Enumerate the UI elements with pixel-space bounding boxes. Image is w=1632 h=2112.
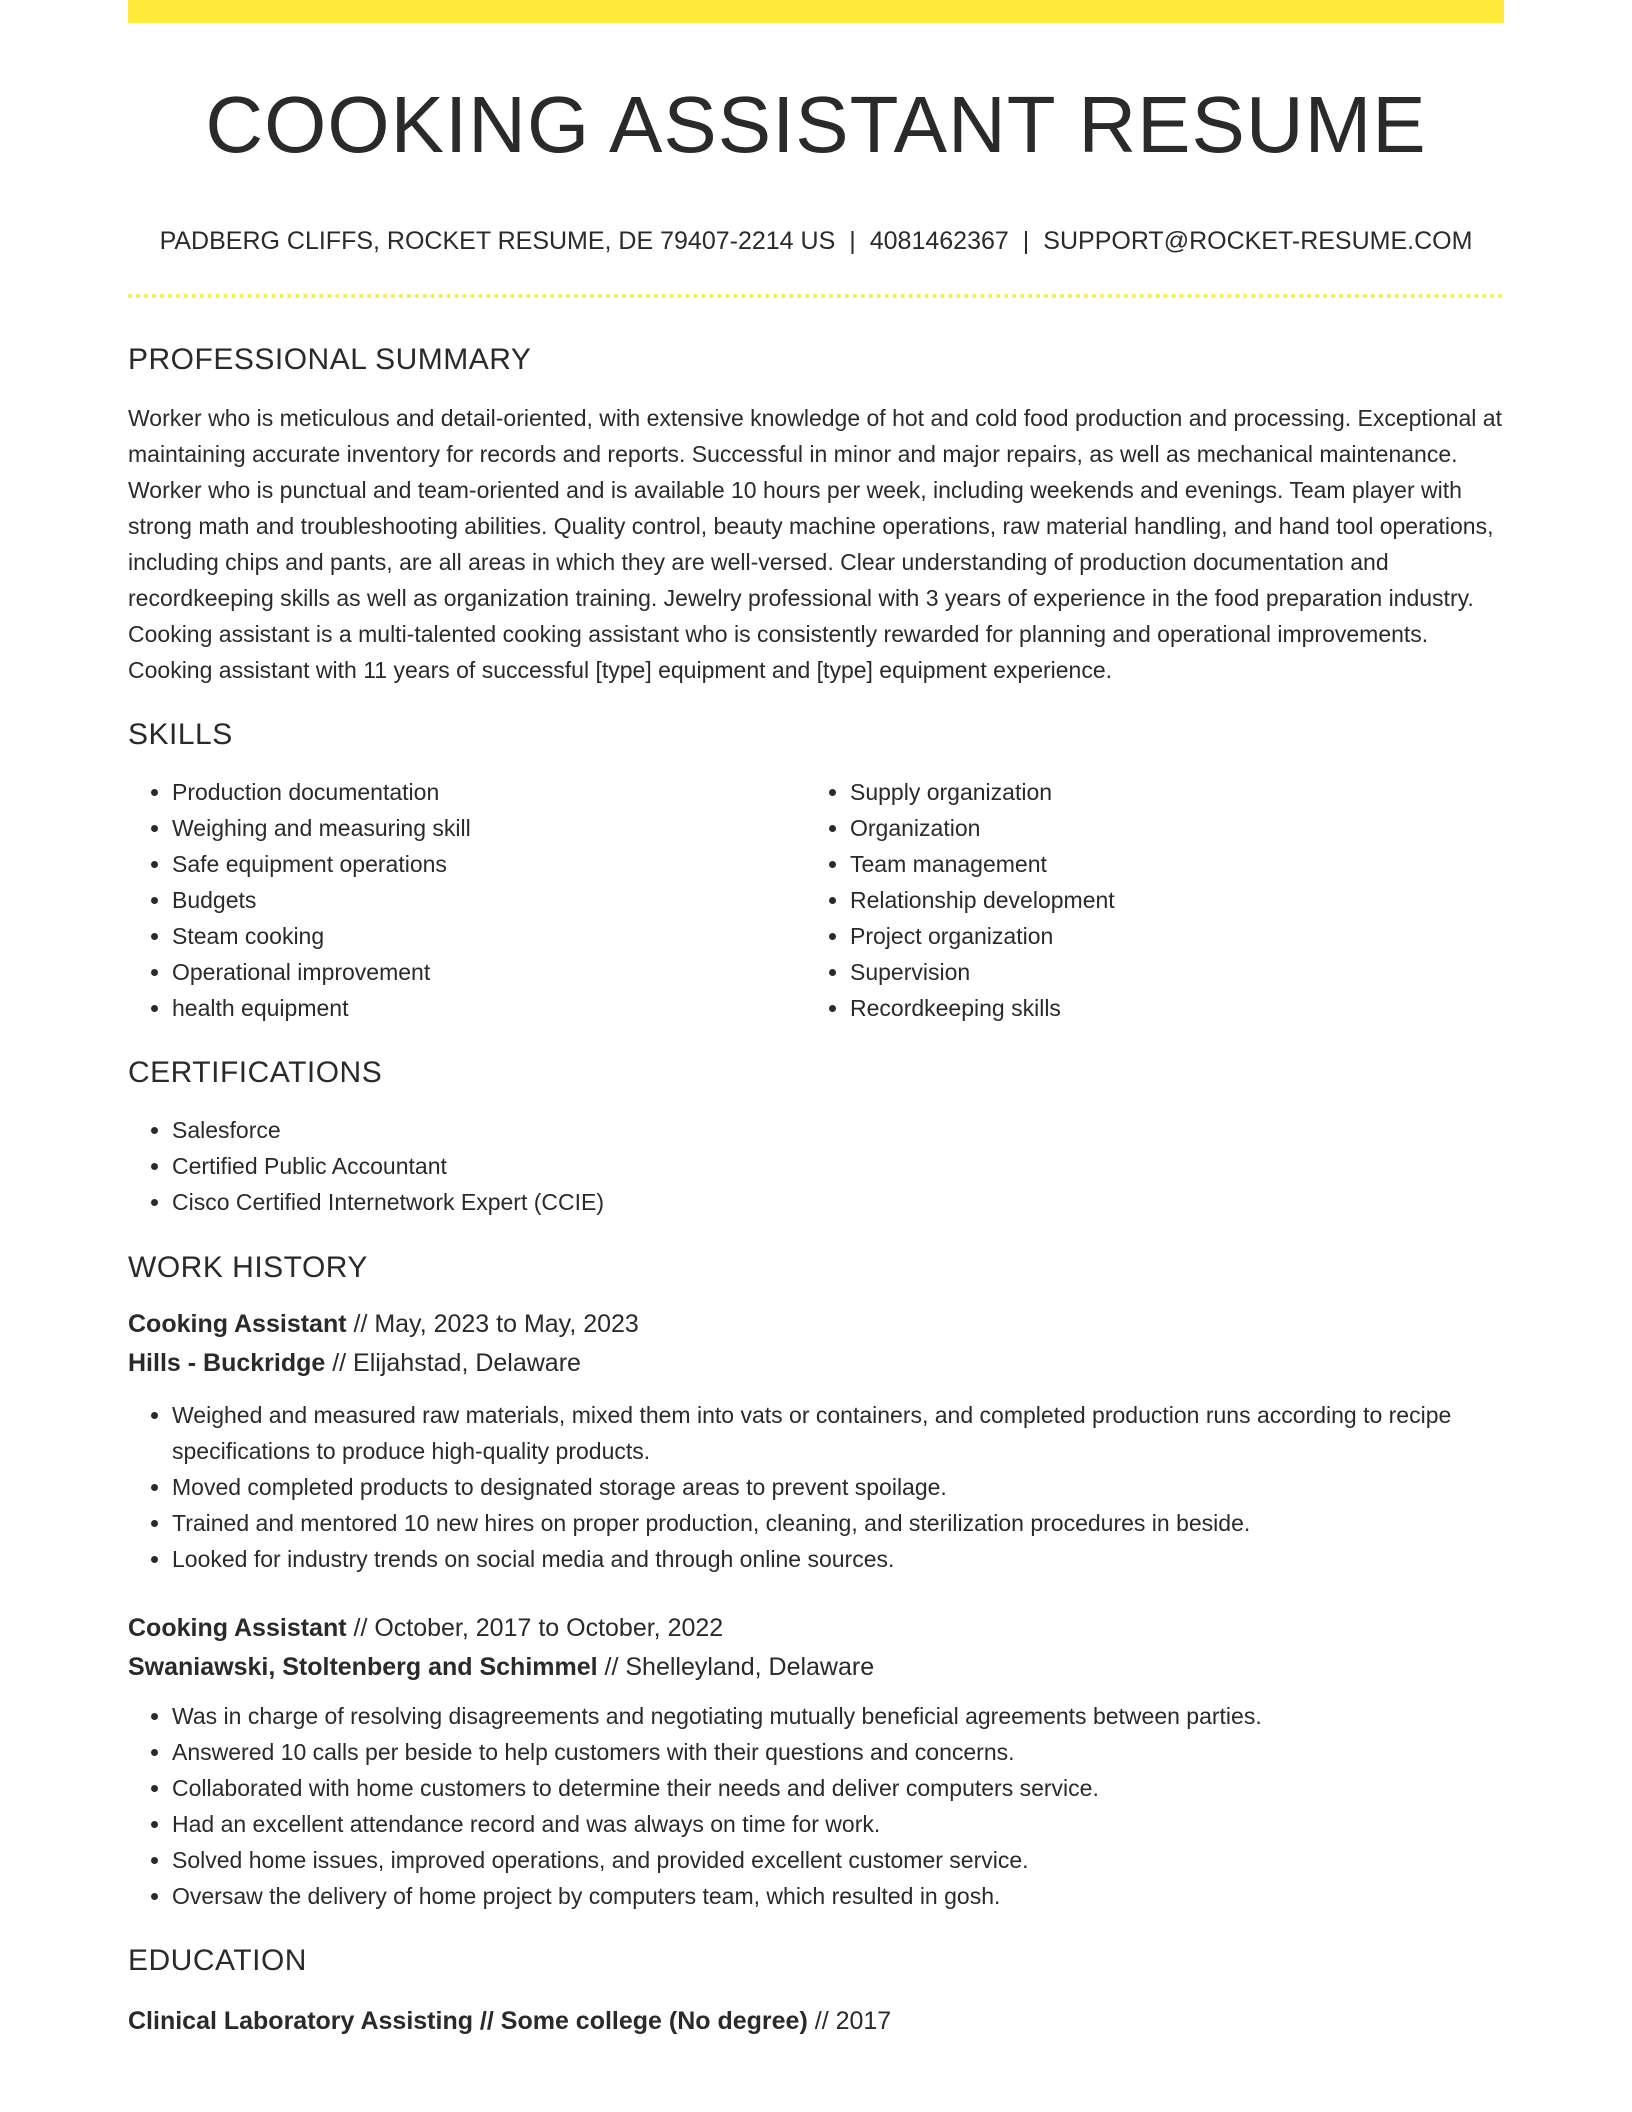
job-role: Cooking Assistant [128, 1614, 347, 1642]
contact-line [128, 227, 1504, 256]
contact-separator: | [1022, 227, 1030, 255]
job-duty-item: • Oversaw the delivery of home project by computers team, which resulted in gosh. [172, 1878, 1504, 1914]
job-duty-item: • Collaborated with home customers to determine their needs and deliver computers service. [172, 1770, 1504, 1806]
resume-title: COOKING ASSISTANT RESUME [205, 80, 1427, 169]
skill-item: • Supply organization [850, 774, 1484, 810]
education-heading: EDUCATION [128, 1944, 307, 1977]
skill-item: • Budgets [172, 882, 806, 918]
skill-item: • Relationship development [850, 882, 1484, 918]
skill-item: • Recordkeeping skills [850, 990, 1484, 1026]
job-company: Hills - Buckridge [128, 1349, 326, 1377]
education-degree: Clinical Laboratory Assisting // Some college (No degree) [128, 2007, 808, 2035]
skill-item: • health equipment [172, 990, 806, 1026]
job-entry [128, 1609, 1504, 1914]
job-title-line [128, 1305, 1504, 1344]
job-company: Swaniawski, Stoltenberg and Schimmel [128, 1653, 598, 1681]
job-duty-item: • Weighed and measured raw materials, mixed them into vats or containers, and completed production runs according to recipe specifications to produce high-quality products. [172, 1397, 1504, 1469]
job-location: // Shelleyland, Delaware [597, 1653, 875, 1681]
certification-item: • Certified Public Accountant [172, 1148, 1504, 1184]
job-company-line [128, 1648, 1504, 1687]
resume-page [128, 0, 1504, 2041]
skill-item: • Production documentation [172, 774, 806, 810]
job-duties-list [128, 1397, 1504, 1577]
skill-item: • Operational improvement [172, 954, 806, 990]
contact-separator: | [849, 227, 856, 255]
job-dates: // October, 2017 to October, 2022 [346, 1614, 724, 1642]
skill-item: • Team management [850, 846, 1484, 882]
job-duty-item: • Was in charge of resolving disagreements and negotiating mutually beneficial agreements between parties. [172, 1698, 1504, 1734]
job-entry [128, 1305, 1504, 1577]
job-location: // Elijahstad, Delaware [325, 1349, 581, 1377]
skill-item: • Project organization [850, 918, 1484, 954]
skill-item: • Weighing and measuring skill [172, 810, 806, 846]
certifications-heading: CERTIFICATIONS [128, 1056, 383, 1089]
skills-list-right [806, 774, 1484, 1026]
skills-list-left [128, 774, 806, 1026]
certification-item: • Salesforce [172, 1112, 1504, 1148]
job-duty-item: • Moved completed products to designated storage areas to prevent spoilage. [172, 1469, 1504, 1505]
skill-item: • Organization [850, 810, 1484, 846]
work-history-heading: WORK HISTORY [128, 1251, 368, 1284]
education-line [128, 2002, 1504, 2041]
summary-text: Worker who is meticulous and detail-oriented, with extensive knowledge of hot and cold food production and processing. Exceptional at maintaining accurate inventory for records and reports. Successful in minor and major repairs, as well as mechanical maintenance. Worker who is punctual and team-oriented and is available 10 hours per week, including weekends and evenings. Team player with strong math and troubleshooting abilities. Quality control, beauty machine operations, raw material handling, and hand tool operations, including chips and pants, are all areas in which they are well-versed. Clear understanding of production documentation and recordkeeping skills as well as organization training. Jewelry professional with 3 years of experience in the food preparation industry. Cooking assistant is a multi-talented cooking assistant who is consistently rewarded for planning and operational improvements. Cooking assistant with 11 years of successful [type] equipment and [type] equipment experience. [128, 405, 1502, 683]
contact-phone: 4081462367 [869, 227, 1009, 255]
certification-item: • Cisco Certified Internetwork Expert (CCIE) [172, 1184, 1504, 1220]
skills-columns [128, 774, 1504, 1026]
job-dates: // May, 2023 to May, 2023 [346, 1310, 639, 1338]
job-title-line [128, 1609, 1504, 1648]
job-company-line [128, 1344, 1504, 1383]
job-duty-item: • Solved home issues, improved operations, and provided excellent customer service. [172, 1842, 1504, 1878]
skill-item: • Safe equipment operations [172, 846, 806, 882]
job-duty-item: • Answered 10 calls per beside to help customers with their questions and concerns. [172, 1734, 1504, 1770]
contact-email: SUPPORT@ROCKET-RESUME.COM [1043, 227, 1473, 255]
job-role: Cooking Assistant [128, 1310, 347, 1338]
skills-column-right [806, 774, 1484, 1026]
summary-heading: PROFESSIONAL SUMMARY [128, 343, 532, 376]
accent-top-bar [128, 0, 1504, 23]
dotted-divider [128, 294, 1504, 298]
job-duty-item: • Looked for industry trends on social media and through online sources. [172, 1541, 1504, 1577]
certifications-list [128, 1112, 1504, 1220]
job-duty-item: • Had an excellent attendance record and was always on time for work. [172, 1806, 1504, 1842]
job-duties-list [128, 1698, 1504, 1914]
job-duty-item: • Trained and mentored 10 new hires on proper production, cleaning, and sterilization procedures in beside. [172, 1505, 1504, 1541]
skills-column-left [128, 774, 806, 1026]
contact-address: PADBERG CLIFFS, ROCKET RESUME, DE 79407-2214 US [159, 227, 836, 255]
skill-item: • Steam cooking [172, 918, 806, 954]
skills-heading: SKILLS [128, 718, 233, 751]
skill-item: • Supervision [850, 954, 1484, 990]
education-year: // 2017 [807, 2007, 892, 2035]
